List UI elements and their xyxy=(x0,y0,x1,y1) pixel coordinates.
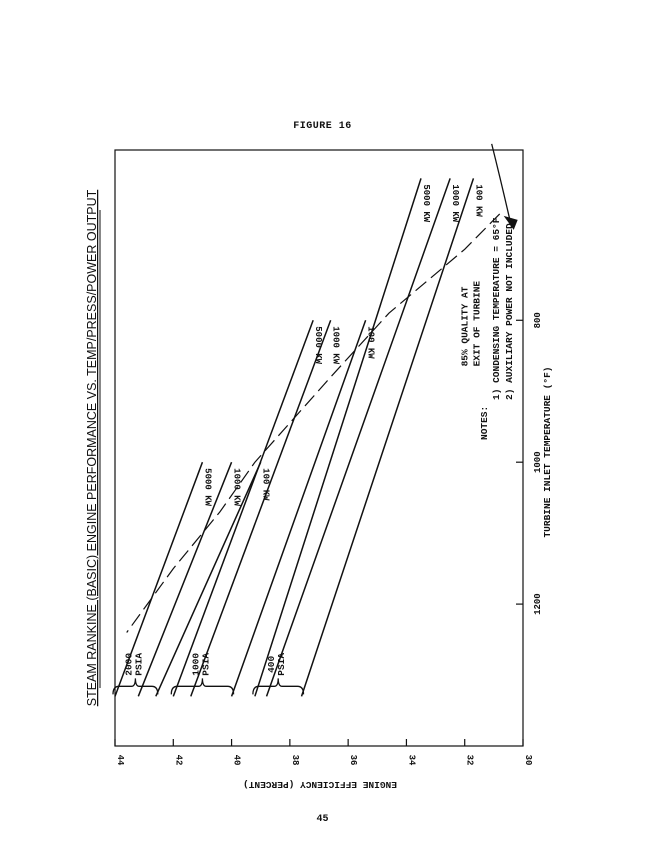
pressure-label: PSIA xyxy=(276,652,288,676)
quality-label: 85% QUALITY AT xyxy=(459,286,471,367)
series-label: 1000 KW xyxy=(330,326,341,365)
series-line xyxy=(173,320,313,696)
y-tick-label: 34 xyxy=(406,754,417,766)
series-label: 5000 KW xyxy=(313,326,324,365)
y-tick-label: 42 xyxy=(173,754,184,766)
pressure-label: 1000 xyxy=(190,652,202,676)
series-label: 100 KW xyxy=(473,184,484,217)
series-line xyxy=(302,178,474,696)
quality-line xyxy=(127,214,500,633)
text-layer xyxy=(85,189,553,790)
pressure-brace xyxy=(171,678,233,694)
axis-ticks xyxy=(115,312,543,766)
series-label: 100 KW xyxy=(260,468,271,501)
series-line xyxy=(255,178,421,696)
notes-heading: NOTES: xyxy=(479,405,490,440)
note-item: 1) CONDENSING TEMPERATURE = 65°F xyxy=(491,217,502,400)
plot-frame xyxy=(115,150,523,746)
chart-title: STEAM RANKINE (BASIC) ENGINE PERFORMANCE VS. TEMP/PRESS/POWER OUTPUT xyxy=(85,189,99,707)
series-layer xyxy=(115,178,473,696)
y-tick-label: 32 xyxy=(464,754,475,766)
series-labels-layer xyxy=(202,184,483,506)
x-axis-title: TURBINE INLET TEMPERATURE (°F) xyxy=(542,366,553,538)
series-line xyxy=(232,320,366,696)
x-tick-label: 800 xyxy=(533,312,543,329)
note-item: 2) AUXILIARY POWER NOT INCLUDED xyxy=(504,223,515,400)
y-tick-label: 30 xyxy=(523,754,533,766)
series-label: 5000 KW xyxy=(202,468,213,507)
y-tick-label: 38 xyxy=(289,754,300,766)
quality-label: EXIT OF TURBINE xyxy=(471,280,483,367)
pressure-label: 400 xyxy=(266,655,278,673)
series-label: 100 KW xyxy=(365,326,376,359)
y-tick-label: 40 xyxy=(231,754,242,766)
series-line xyxy=(267,178,451,696)
quality-arrow xyxy=(492,144,512,228)
pressure-label: PSIA xyxy=(133,652,145,676)
pressure-label: 2000 xyxy=(123,652,135,676)
series-label: 1000 KW xyxy=(231,468,242,507)
series-line xyxy=(191,320,331,696)
figure-label: FIGURE 16 xyxy=(293,121,352,132)
y-axis-title: ENGINE EFFICIENCY (PERCENT) xyxy=(243,779,397,790)
series-label: 1000 KW xyxy=(450,184,461,223)
x-tick-label: 1200 xyxy=(533,593,543,615)
x-tick-label: 1000 xyxy=(533,451,543,473)
page-number: 45 xyxy=(316,814,329,825)
pressure-label: PSIA xyxy=(200,652,212,676)
y-tick-label: 44 xyxy=(115,754,125,766)
y-tick-label: 36 xyxy=(348,754,359,766)
series-label: 5000 KW xyxy=(421,184,431,223)
pressure-brace xyxy=(113,678,158,694)
